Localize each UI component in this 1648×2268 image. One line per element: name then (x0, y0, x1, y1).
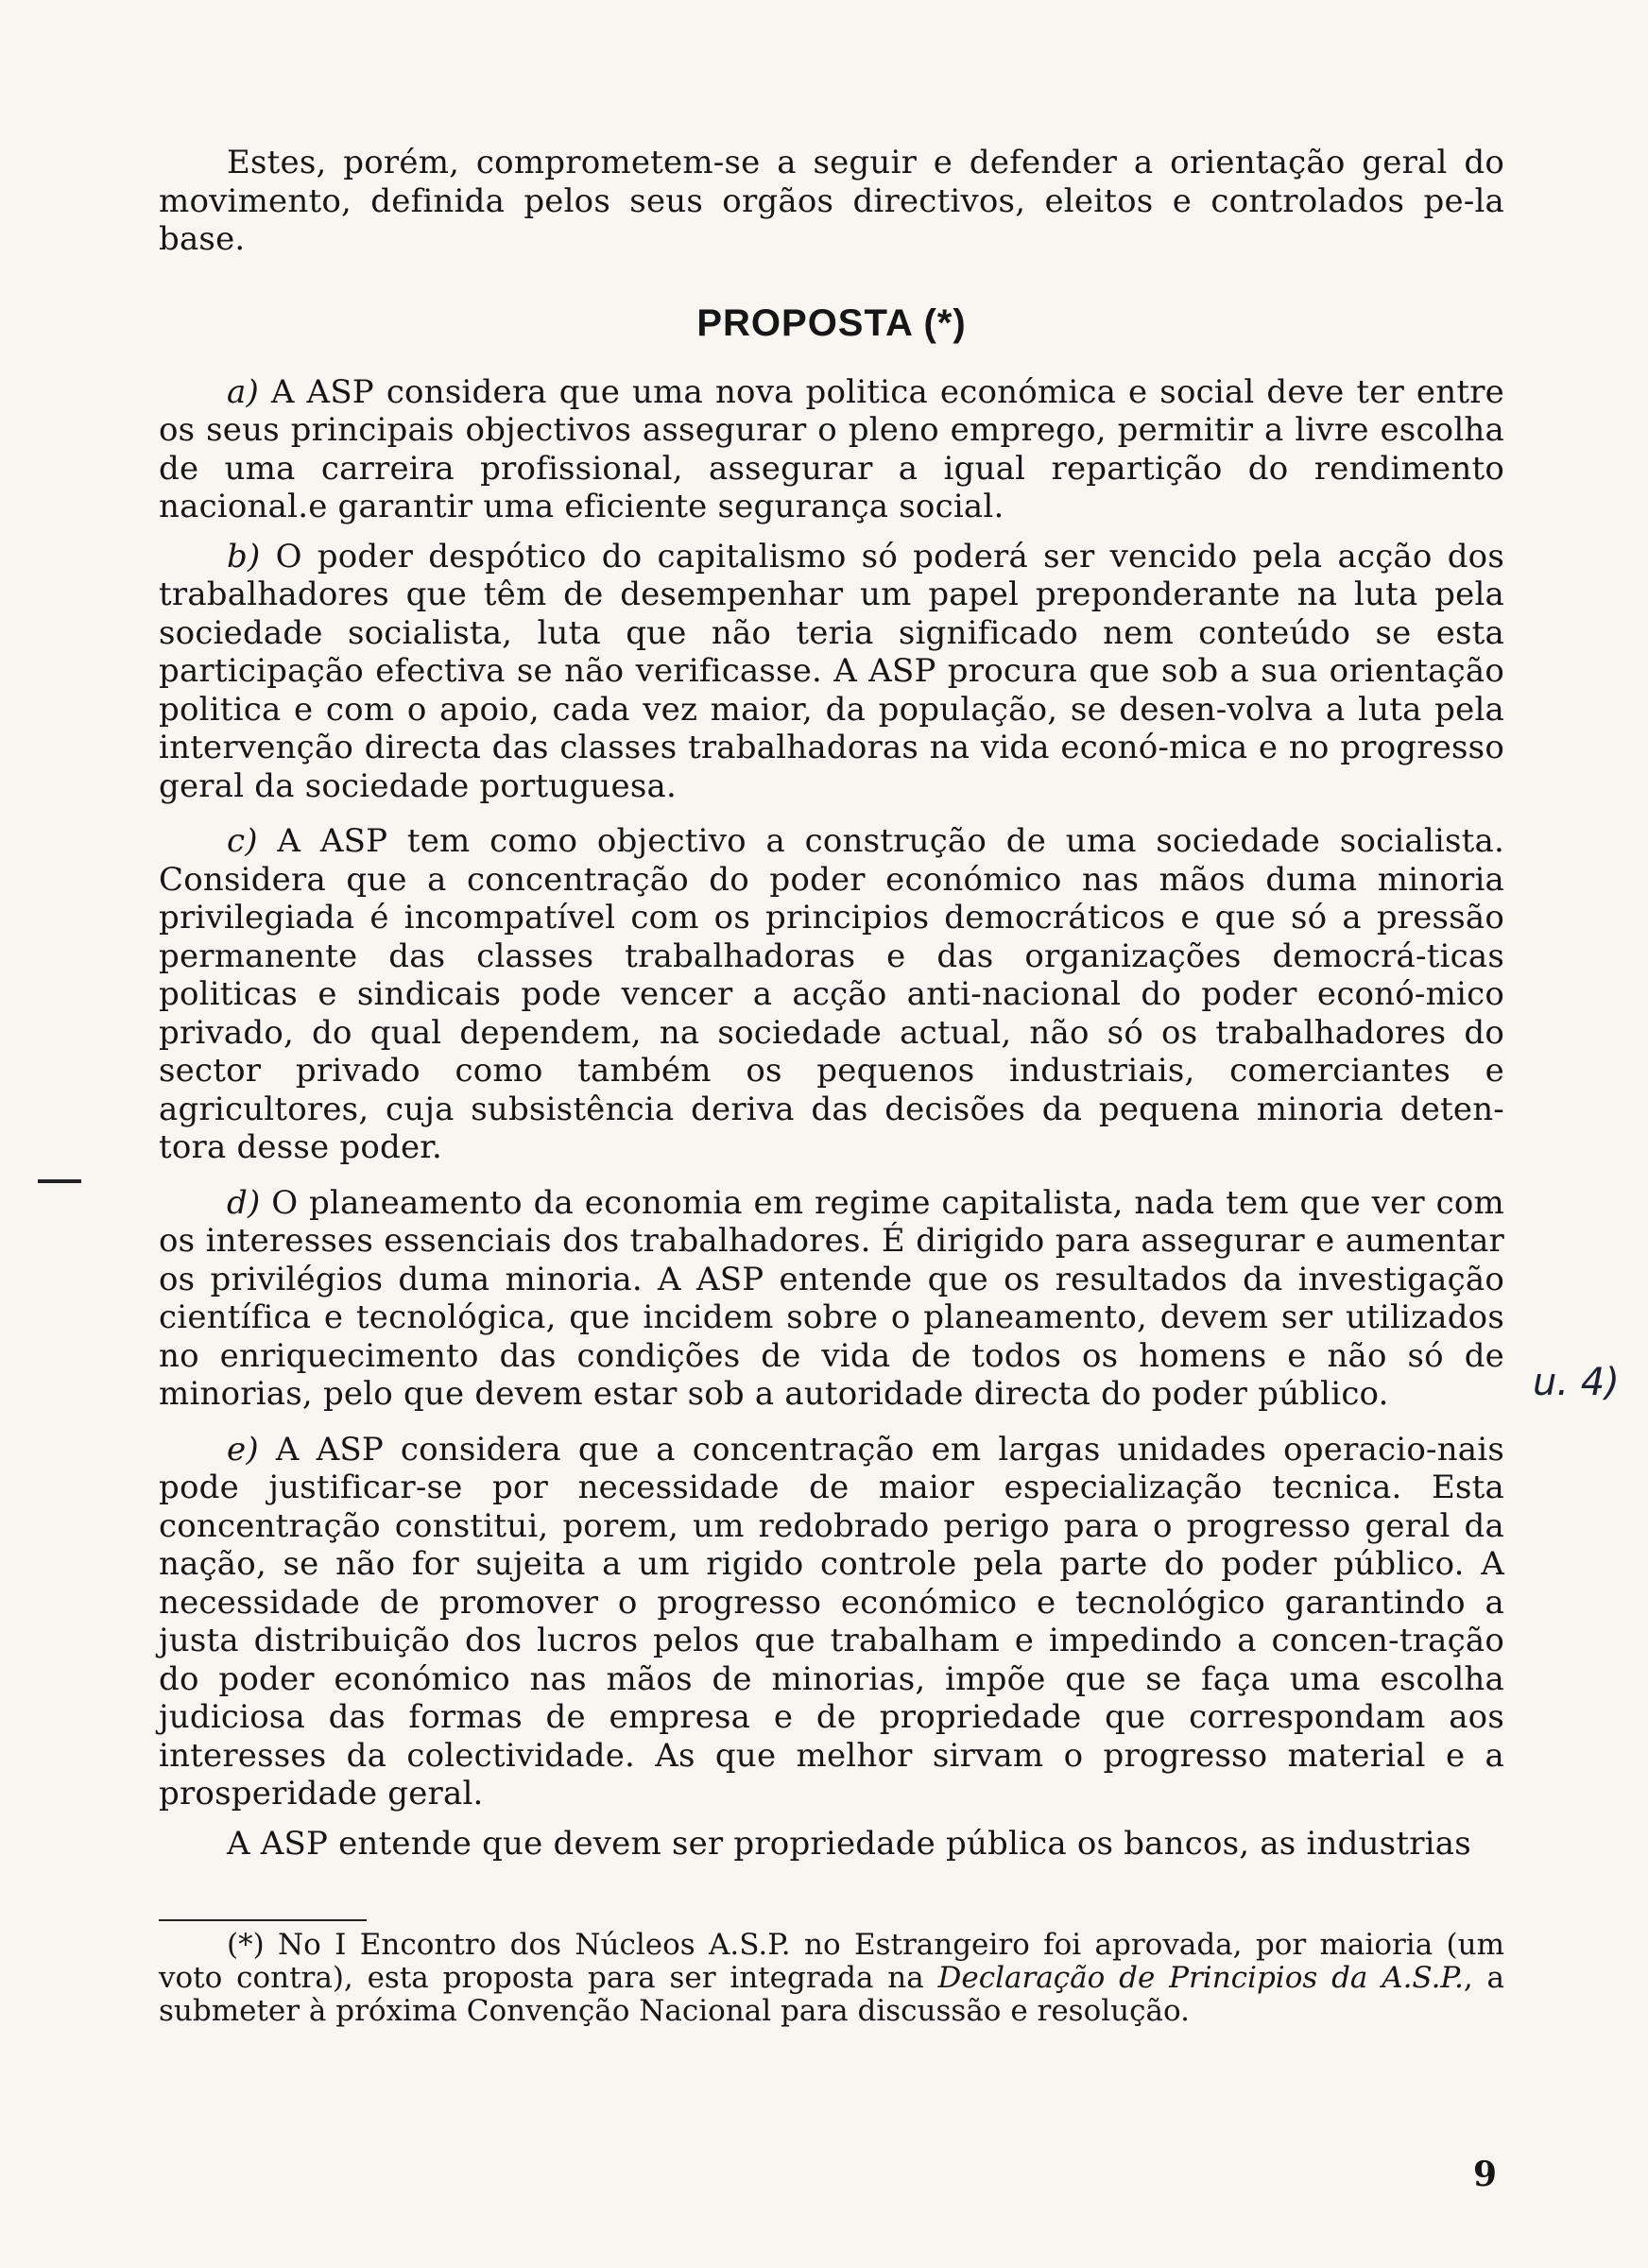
page-number: 9 (1472, 2155, 1497, 2194)
item-b-marker: b) (227, 537, 261, 576)
handwritten-margin-note: u. 4) (1533, 1361, 1620, 1404)
item-c-text: A ASP tem como objectivo a construção de uma sociedade socialista. Considera que a concentração do poder económico nas mãos duma minoria privilegiada é incompatível com os principios democráticos e que só a pressão permanente das classes trabalhadoras e das organizações democrá-ticas politicas e sindicais pode vencer a acção anti-nacional do poder econó-mico privado, do qual dependem, na sociedade actual, não só os trabalhadores do sector privado como também os pequenos industriais, comerciantes e agricultores, cuja subsistência deriva das decisões da pequena minoria deten-tora desse poder. (159, 822, 1504, 1166)
footnote-italic-title-1: Declaração de (937, 1961, 1156, 1995)
item-e-marker: e) (227, 1430, 259, 1469)
footnote-italic-title-2: Principios da A.S.P. (1169, 1961, 1464, 1995)
item-a-marker: a) (227, 372, 259, 411)
item-d-text: O planeamento da economia em regime capitalista, nada tem que ver com os interesses essenciais dos trabalhadores. É dirigido para assegurar e aumentar os privilégios duma minoria. A ASP entende que os resultados da investigação científica e tecnológica, que incidem sobre o planeamento, devem ser utilizados no enriquecimento das condições de vida de todos os homens e não só de minorias, pelo que devem estar sob a autoridade directa do poder público. (159, 1183, 1504, 1413)
footnote-divider (159, 1919, 367, 1921)
section-heading: PROPOSTA (*) (696, 301, 967, 344)
document-page (159, 144, 1504, 2028)
item-d-marker: d) (227, 1183, 261, 1222)
footnote-text-end: , a submeter à próxima Convenção Nacional para discussão e resolução. (159, 1961, 1504, 2028)
closing-paragraph: A ASP entende que devem ser propriedade pública os bancos, as industrias (227, 1824, 1471, 1863)
item-b-text: O poder despótico do capitalismo só poderá ser vencido pela acção dos trabalhadores que têm de desempenhar um papel preponderante na luta pela sociedade socialista, luta que não teria significado nem conteúdo se esta participação efectiva se não verificasse. A ASP procura que sob a sua orientação politica e com o apoio, cada vez maior, da população, se desen-volva a luta pela intervenção directa das classes trabalhadoras na vida econó-mica e no progresso geral da sociedade portuguesa. (159, 537, 1504, 805)
footnote (159, 1929, 1504, 2028)
item-e-text: A ASP considera que a concentração em largas unidades operacio-nais pode justificar-se por necessidade de maior especialização tecnica. Esta concentração constitui, porem, um redobrado perigo para o progresso geral da nação, se não for sujeita a um rigido controle pela parte do poder público. A necessidade de promover o progresso económico e tecnológico garantindo a justa distribuição dos lucros pelos que trabalham e impedindo a concen-tração do poder económico nas mãos de minorias, impõe que se faça uma escolha judiciosa das formas de empresa e de propriedade que correspondam aos interesses da colectividade. As que melhor sirvam o progresso material e a prosperidade geral. (159, 1430, 1504, 1813)
item-c-marker: c) (227, 822, 258, 860)
item-a-paragraph (159, 373, 1504, 526)
intro-paragraph: Estes, porém, comprometem-se a seguir e defender a orientação geral do movimento, definida pelos seus orgãos directivos, eleitos e controlados pe-la base. (159, 144, 1504, 258)
footnote-text-start: (*) No I Encontro dos Núcleos A.S.P. no Estrangeiro foi aprovada, por maioria (um voto contra), esta proposta para ser integrada na (159, 1928, 1504, 1995)
item-b-paragraph (159, 538, 1504, 806)
item-d-paragraph (159, 1184, 1504, 1414)
item-a-text: A ASP considera que uma nova politica económica e social deve ter entre os seus principais objectivos assegurar o pleno emprego, permitir a livre escolha de uma carreira profissional, assegurar a igual repartição do rendimento nacional.e garantir uma eficiente segurança social. (159, 372, 1504, 525)
margin-dash-mark (38, 1179, 81, 1183)
item-c-paragraph (159, 822, 1504, 1167)
item-e-paragraph (159, 1431, 1504, 1813)
